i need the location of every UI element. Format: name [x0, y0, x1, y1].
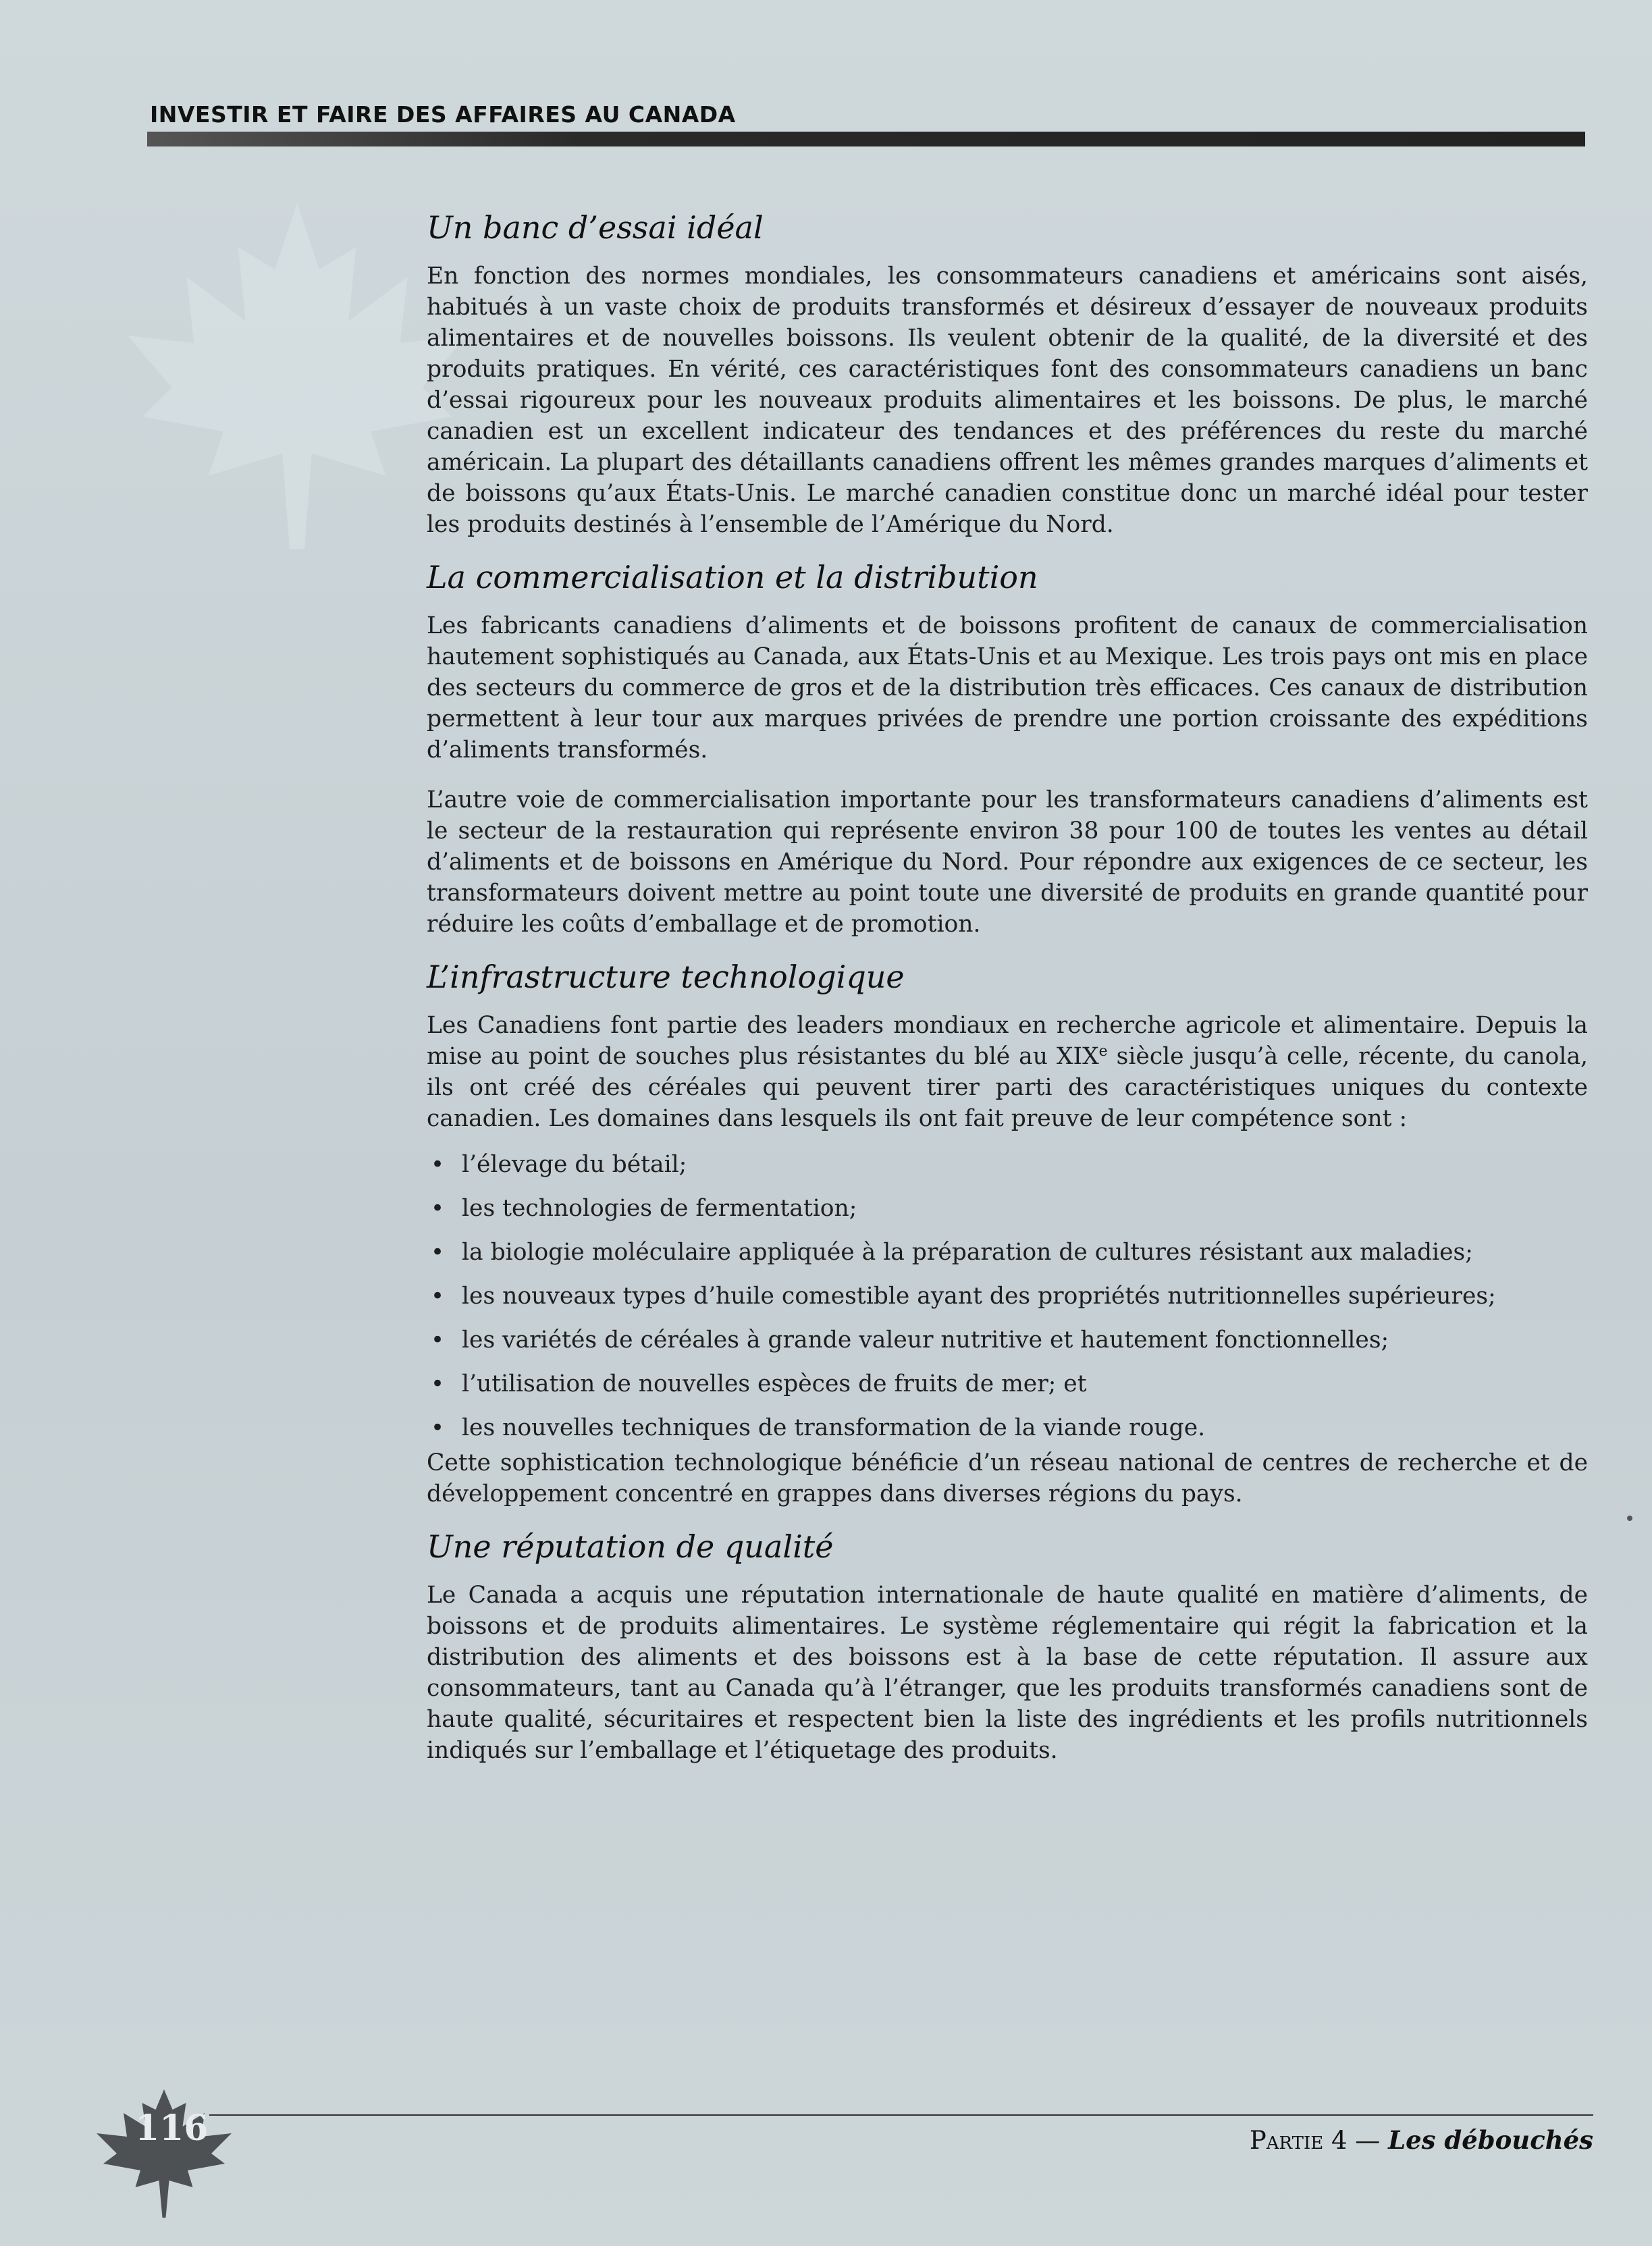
footer-rule [209, 2114, 1593, 2116]
paragraph: En fonction des normes mondiales, les consommateurs canadiens et américains sont aisés, habitués à un vaste choix de produits transformés et désireux d’essayer de nouveaux produits alimentaires et de nouvelles boissons. Ils veulent obtenir de la qualité, de la diversité et des produits pratiques. En vérité, ces caractéristiques font des consommateurs canadiens un banc d’essai rigoureux pour les nouveaux produits alimentaires et les boissons. De plus, le marché canadien est un excellent indicateur des tendances et des préférences du reste du marché américain. La plupart des détaillants canadiens offrent les mêmes grandes marques d’aliments et de boissons qu’aux États-Unis. Le marché canadien constitue donc un marché idéal pour tester les produits destinés à l’ensemble de l’Amérique du Nord. [427, 263, 1588, 538]
bullet-icon: • [431, 1239, 445, 1266]
bullet-icon: • [431, 1414, 445, 1441]
bullet-icon: • [431, 1195, 445, 1222]
list-item-text: les variétés de céréales à grande valeur nutritive et hautement fonctionnelles; [462, 1327, 1389, 1354]
paragraph: Le Canada a acquis une réputation internationale de haute qualité en matière d’aliments, de boissons et de produits alimentaires. Le système réglementaire qui régit la fabrication et la distribution des aliments et des boissons est à la base de cette réputation. Il assure aux consommateurs, tant au Canada qu’à l’étranger, que les produits transformés canadiens sont de haute qualité, sécuritaires et respectent bien la liste des ingrédients et les profils nutritionnels indiqués sur l’emballage et l’étiquetage des produits. [427, 1582, 1588, 1764]
maple-leaf-page-icon [80, 2086, 248, 2221]
header-rule [147, 132, 1585, 146]
list-item [427, 1368, 1588, 1399]
list-item [427, 1193, 1588, 1224]
paragraph: Cette sophistication technologique bénéficie d’un réseau national de centres de recherche et de développement concentré en grappes dans diverses régions du pays. [427, 1449, 1588, 1507]
paragraph [427, 1010, 1588, 1134]
scan-speck [1627, 1516, 1632, 1521]
list-item [427, 1281, 1588, 1312]
paragraph-text: Les Canadiens font partie des leaders mondiaux en recherche agricole et alimentaire. Depuis la mise au point de souches plus résistantes du blé au XIX [427, 1012, 1588, 1070]
footer-title: Les débouchés [1388, 2125, 1593, 2155]
bullet-icon: • [431, 1370, 445, 1397]
section-heading: La commercialisation et la distribution [427, 559, 1038, 595]
list-item-text: les nouvelles techniques de transformation de la viande rouge. [462, 1414, 1206, 1441]
list-item-text: l’utilisation de nouvelles espèces de fruits de mer; et [462, 1370, 1087, 1397]
list-item [427, 1412, 1588, 1443]
bullet-icon: • [431, 1327, 445, 1354]
bullet-list [427, 1149, 1588, 1443]
list-item-text: les technologies de fermentation; [462, 1195, 857, 1222]
running-header [147, 101, 1585, 142]
paragraph: Les fabricants canadiens d’aliments et de boissons profitent de canaux de commercialisation hautement sophistiqués au Canada, aux États-Unis et au Mexique. Les trois pays ont mis en place des secteurs du commerce de gros et de la distribution très efficaces. Ces canaux de distribution permettent à leur tour aux marques privées de prendre une portion croissante des expéditions d’aliments transformés. [427, 612, 1588, 764]
footer-part: Partie 4 [1249, 2126, 1348, 2155]
bullet-icon: • [431, 1283, 445, 1310]
section-heading: Une réputation de qualité [427, 1528, 834, 1565]
list-item-text: les nouveaux types d’huile comestible ayant des propriétés nutritionnelles supérieures; [462, 1283, 1496, 1310]
list-item-text: l’élevage du bétail; [462, 1151, 687, 1178]
list-item [427, 1149, 1588, 1180]
superscript: e [1098, 1043, 1108, 1060]
header-title: INVESTIR ET FAIRE DES AFFAIRES AU CANADA [150, 101, 736, 128]
section-heading: Un banc d’essai idéal [427, 209, 764, 246]
paragraph: L’autre voie de commercialisation importante pour les transformateurs canadiens d’aliments est le secteur de la restauration qui représente environ 38 pour 100 de toutes les ventes au détail d’aliments et de boissons en Amérique du Nord. Pour répondre aux exigences de ce secteur, les transformateurs doivent mettre au point toute une diversité de produits en grande quantité pour réduire les coûts d’emballage et de promotion. [427, 786, 1588, 938]
page-number: 116 [135, 2108, 209, 2149]
footer-label [1250, 2125, 1593, 2155]
list-item-text: la biologie moléculaire appliquée à la préparation de cultures résistant aux maladies; [462, 1239, 1473, 1266]
section-heading: L’infrastructure technologique [427, 959, 905, 995]
list-item [427, 1325, 1588, 1356]
main-content [427, 209, 1588, 1785]
paragraph-text: siècle jusqu’à celle, récente, du canola, ils ont créé des céréales qui peuvent tirer parti des caractéristiques uniques du contexte canadien. Les domaines dans lesquels ils ont fait preuve de leur compétence sont : [427, 1043, 1588, 1132]
footer-separator: — [1347, 2126, 1389, 2155]
list-item [427, 1237, 1588, 1268]
bullet-icon: • [431, 1151, 445, 1178]
page-footer [0, 2086, 1652, 2221]
